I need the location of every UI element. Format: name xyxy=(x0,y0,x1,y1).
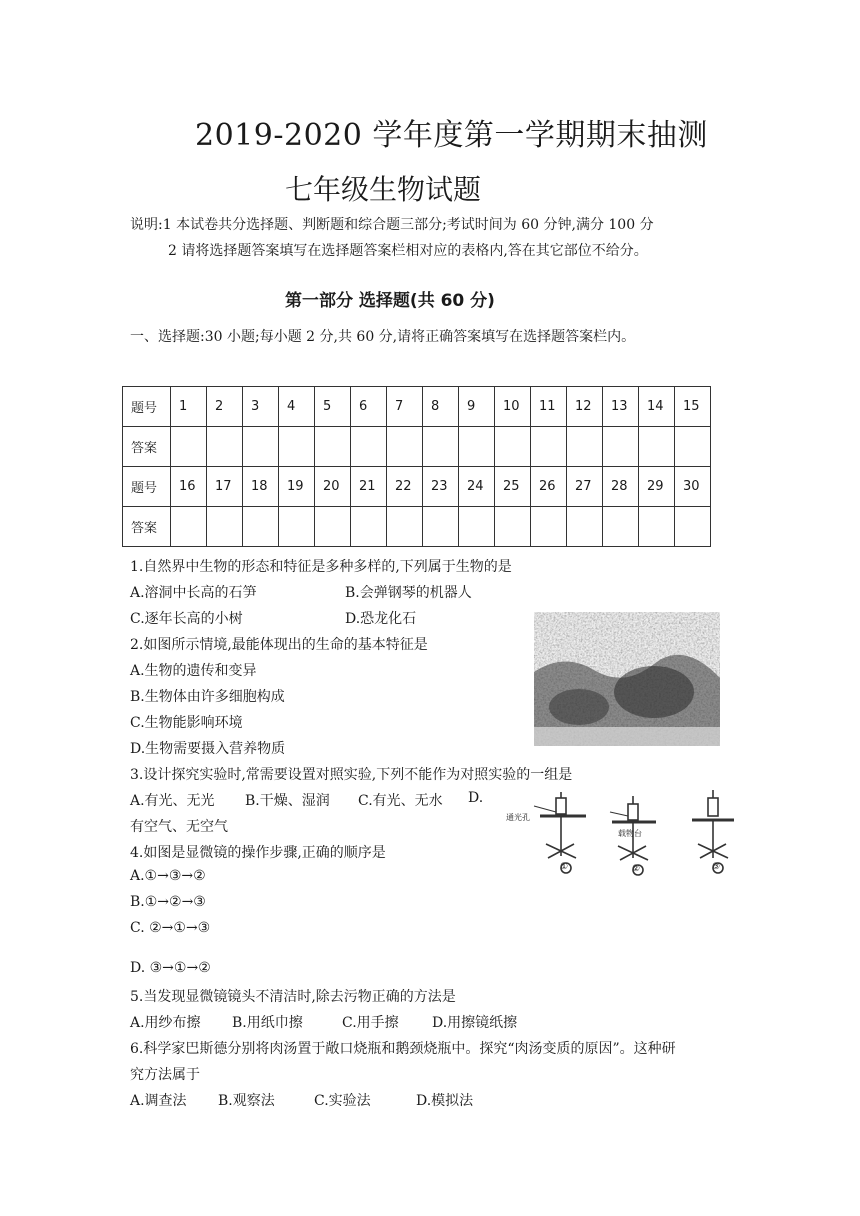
figure-number-2: ② xyxy=(632,864,641,874)
table-cell: 2 xyxy=(207,387,243,427)
answer-cell[interactable] xyxy=(207,507,243,547)
q1-option-a: A.溶洞中长高的石笋 xyxy=(130,585,257,601)
answer-cell[interactable] xyxy=(423,507,459,547)
answer-cell[interactable] xyxy=(279,507,315,547)
question-1-stem: 1.自然界中生物的形态和特征是多种多样的,下列属于生物的是 xyxy=(130,559,512,575)
table-cell: 22 xyxy=(387,467,423,507)
table-cell: 27 xyxy=(567,467,603,507)
q6-option-b: B.观察法 xyxy=(218,1093,275,1109)
answer-cell[interactable] xyxy=(351,427,387,467)
answer-cell[interactable] xyxy=(387,427,423,467)
figure-number-3: ③ xyxy=(712,862,721,872)
answer-cell[interactable] xyxy=(315,507,351,547)
table-cell: 8 xyxy=(423,387,459,427)
question-5-stem: 5.当发现显微镜镜头不清洁时,除去污物正确的方法是 xyxy=(130,989,456,1005)
table-cell: 29 xyxy=(639,467,675,507)
answer-cell[interactable] xyxy=(495,427,531,467)
table-cell: 13 xyxy=(603,387,639,427)
row-label: 题号 xyxy=(123,467,171,507)
table-row xyxy=(123,467,711,507)
table-cell: 14 xyxy=(639,387,675,427)
table-cell: 12 xyxy=(567,387,603,427)
row-label: 答案 xyxy=(123,507,171,547)
instructions-line-1: 说明:1 本试卷共分选择题、判断题和综合题三部分;考试时间为 60 分钟,满分 100 分 xyxy=(130,217,654,233)
table-cell: 30 xyxy=(675,467,711,507)
answer-cell[interactable] xyxy=(459,427,495,467)
q4-option-a: A.①→③→② xyxy=(130,868,206,884)
table-cell: 17 xyxy=(207,467,243,507)
q4-option-d: D. ③→①→② xyxy=(130,960,211,976)
question-3-stem: 3.设计探究实验时,常需要设置对照实验,下列不能作为对照实验的一组是 xyxy=(130,767,573,783)
q5-option-b: B.用纸巾擦 xyxy=(232,1015,303,1031)
table-cell: 15 xyxy=(675,387,711,427)
q3-option-b: B.干燥、湿润 xyxy=(245,793,330,809)
answer-cell[interactable] xyxy=(423,427,459,467)
answer-cell[interactable] xyxy=(675,507,711,547)
table-cell: 26 xyxy=(531,467,567,507)
table-cell: 5 xyxy=(315,387,351,427)
figure-label-aperture: 通光孔 xyxy=(506,813,530,822)
table-cell: 1 xyxy=(171,387,207,427)
q3-option-d-label: D. xyxy=(468,790,484,806)
q1-option-d: D.恐龙化石 xyxy=(345,611,417,627)
exam-subtitle: 七年级生物试题 xyxy=(285,173,482,206)
table-cell: 18 xyxy=(243,467,279,507)
section-intro: 一、选择题:30 小题;每小题 2 分,共 60 分,请将正确答案填写在选择题答案栏内。 xyxy=(130,329,636,345)
table-cell: 6 xyxy=(351,387,387,427)
table-cell: 3 xyxy=(243,387,279,427)
answer-cell[interactable] xyxy=(531,427,567,467)
q5-option-d: D.用擦镜纸擦 xyxy=(432,1015,518,1031)
answer-cell[interactable] xyxy=(243,427,279,467)
answer-cell[interactable] xyxy=(207,427,243,467)
q6-option-c: C.实验法 xyxy=(314,1093,371,1109)
table-cell: 28 xyxy=(603,467,639,507)
q4-option-c: C. ②→①→③ xyxy=(130,920,211,936)
answer-cell[interactable] xyxy=(675,427,711,467)
answer-cell[interactable] xyxy=(603,507,639,547)
table-cell: 7 xyxy=(387,387,423,427)
question-6-stem-line-1: 6.科学家巴斯德分别将肉汤置于敞口烧瓶和鹅颈烧瓶中。探究“肉汤变质的原因”。这种研 xyxy=(130,1041,676,1057)
table-cell: 4 xyxy=(279,387,315,427)
q2-option-a: A.生物的遗传和变异 xyxy=(130,663,257,679)
q2-photo-image xyxy=(534,612,720,746)
table-row xyxy=(123,507,711,547)
answer-cell[interactable] xyxy=(639,507,675,547)
figure-number-1: ① xyxy=(560,862,569,872)
answer-cell[interactable] xyxy=(531,507,567,547)
table-cell: 20 xyxy=(315,467,351,507)
table-cell: 16 xyxy=(171,467,207,507)
row-label: 答案 xyxy=(123,427,171,467)
answer-cell[interactable] xyxy=(639,427,675,467)
answer-cell[interactable] xyxy=(603,427,639,467)
q4-option-b: B.①→②→③ xyxy=(130,894,206,910)
q5-option-c: C.用手擦 xyxy=(342,1015,399,1031)
table-cell: 10 xyxy=(495,387,531,427)
q1-option-b: B.会弹钢琴的机器人 xyxy=(345,585,472,601)
q3-option-d-text: 有空气、无空气 xyxy=(130,819,228,835)
table-cell: 19 xyxy=(279,467,315,507)
answer-cell[interactable] xyxy=(567,507,603,547)
table-cell: 21 xyxy=(351,467,387,507)
figure-label-stage: 载物台 xyxy=(618,829,642,838)
q2-option-c: C.生物能影响环境 xyxy=(130,715,243,731)
table-cell: 11 xyxy=(531,387,567,427)
answer-cell[interactable] xyxy=(387,507,423,547)
answer-cell[interactable] xyxy=(459,507,495,547)
question-2-stem: 2.如图所示情境,最能体现出的生命的基本特征是 xyxy=(130,637,428,653)
table-cell: 24 xyxy=(459,467,495,507)
table-cell: 23 xyxy=(423,467,459,507)
q6-option-a: A.调查法 xyxy=(130,1093,187,1109)
answer-cell[interactable] xyxy=(567,427,603,467)
table-row xyxy=(123,387,711,427)
q3-option-a: A.有光、无光 xyxy=(130,793,215,809)
table-cell: 25 xyxy=(495,467,531,507)
exam-title: 2019-2020 学年度第一学期期末抽测 xyxy=(195,118,708,153)
answer-cell[interactable] xyxy=(279,427,315,467)
answer-cell[interactable] xyxy=(243,507,279,547)
q1-option-c: C.逐年长高的小树 xyxy=(130,611,243,627)
question-4-stem: 4.如图是显微镜的操作步骤,正确的顺序是 xyxy=(130,845,386,861)
q3-option-c: C.有光、无水 xyxy=(358,793,443,809)
table-row xyxy=(123,427,711,467)
q2-option-b: B.生物体由许多细胞构成 xyxy=(130,689,285,705)
q5-option-a: A.用纱布擦 xyxy=(130,1015,201,1031)
answer-cell[interactable] xyxy=(171,507,207,547)
q6-option-d: D.模拟法 xyxy=(416,1093,474,1109)
row-label: 题号 xyxy=(123,387,171,427)
question-6-stem-line-2: 究方法属于 xyxy=(130,1067,200,1083)
answer-cell[interactable] xyxy=(495,507,531,547)
answer-cell[interactable] xyxy=(315,427,351,467)
answer-table xyxy=(122,386,711,547)
section-title: 第一部分 选择题(共 60 分) xyxy=(285,291,495,311)
answer-cell[interactable] xyxy=(351,507,387,547)
instructions-line-2: 2 请将选择题答案填写在选择题答案栏相对应的表格内,答在其它部位不给分。 xyxy=(168,243,648,259)
q2-option-d: D.生物需要摄入营养物质 xyxy=(130,741,286,757)
answer-cell[interactable] xyxy=(171,427,207,467)
table-cell: 9 xyxy=(459,387,495,427)
